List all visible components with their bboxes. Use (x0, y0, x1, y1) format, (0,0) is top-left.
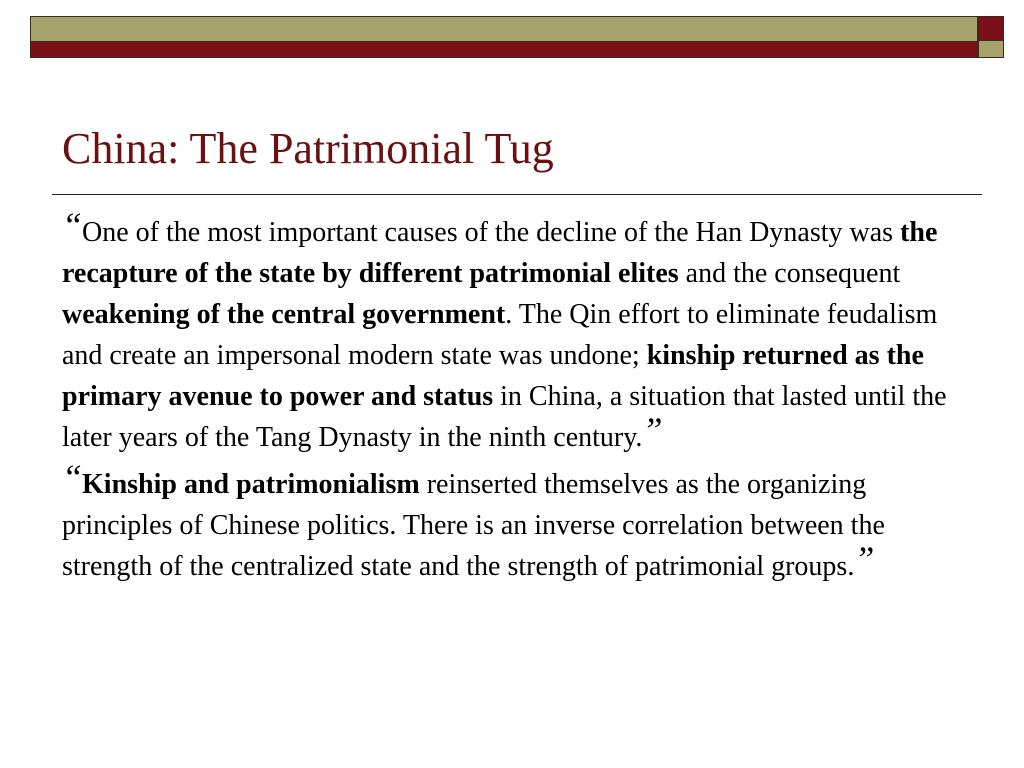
corner-decoration (978, 16, 1004, 58)
slide-body (62, 205, 962, 593)
bold-segment: kinship returned as the primary avenue to power and status (62, 340, 924, 412)
banner-olive-stripe (31, 17, 977, 42)
close-quote: ” (854, 539, 875, 579)
text-segment: in China, a situation that lasted until the later years of the Tang Dynasty in the ninth century. (62, 381, 947, 453)
text-segment: reinserted themselves as the organizing principles of Chinese politics. There is an inverse correlation between the strength of the centralized state and the strength of patrimonial groups. (62, 469, 885, 582)
text-segment: and the consequent (678, 258, 901, 289)
bold-segment: the recapture of the state by different patrimonial elites (62, 217, 938, 289)
header-banner (30, 16, 978, 58)
title-divider (52, 194, 982, 195)
open-quote: “ (62, 205, 83, 245)
close-quote: ” (642, 410, 663, 450)
corner-square-bottom (978, 40, 1004, 58)
quote-paragraph-1 (62, 205, 962, 458)
corner-square-top (978, 16, 1004, 41)
slide-title: China: The Patrimonial Tug (62, 124, 554, 173)
bold-segment: weakening of the central government (62, 299, 506, 330)
text-segment: One of the most important causes of the decline of the Han Dynasty was (82, 217, 901, 248)
text-segment: . The Qin effort to eliminate feudalism and create an impersonal modern state was undone; (62, 299, 938, 371)
open-quote: “ (62, 457, 83, 497)
quote-paragraph-2 (62, 457, 962, 587)
bold-segment: Kinship and patrimonialism (82, 469, 420, 500)
banner-maroon-stripe (31, 42, 977, 57)
